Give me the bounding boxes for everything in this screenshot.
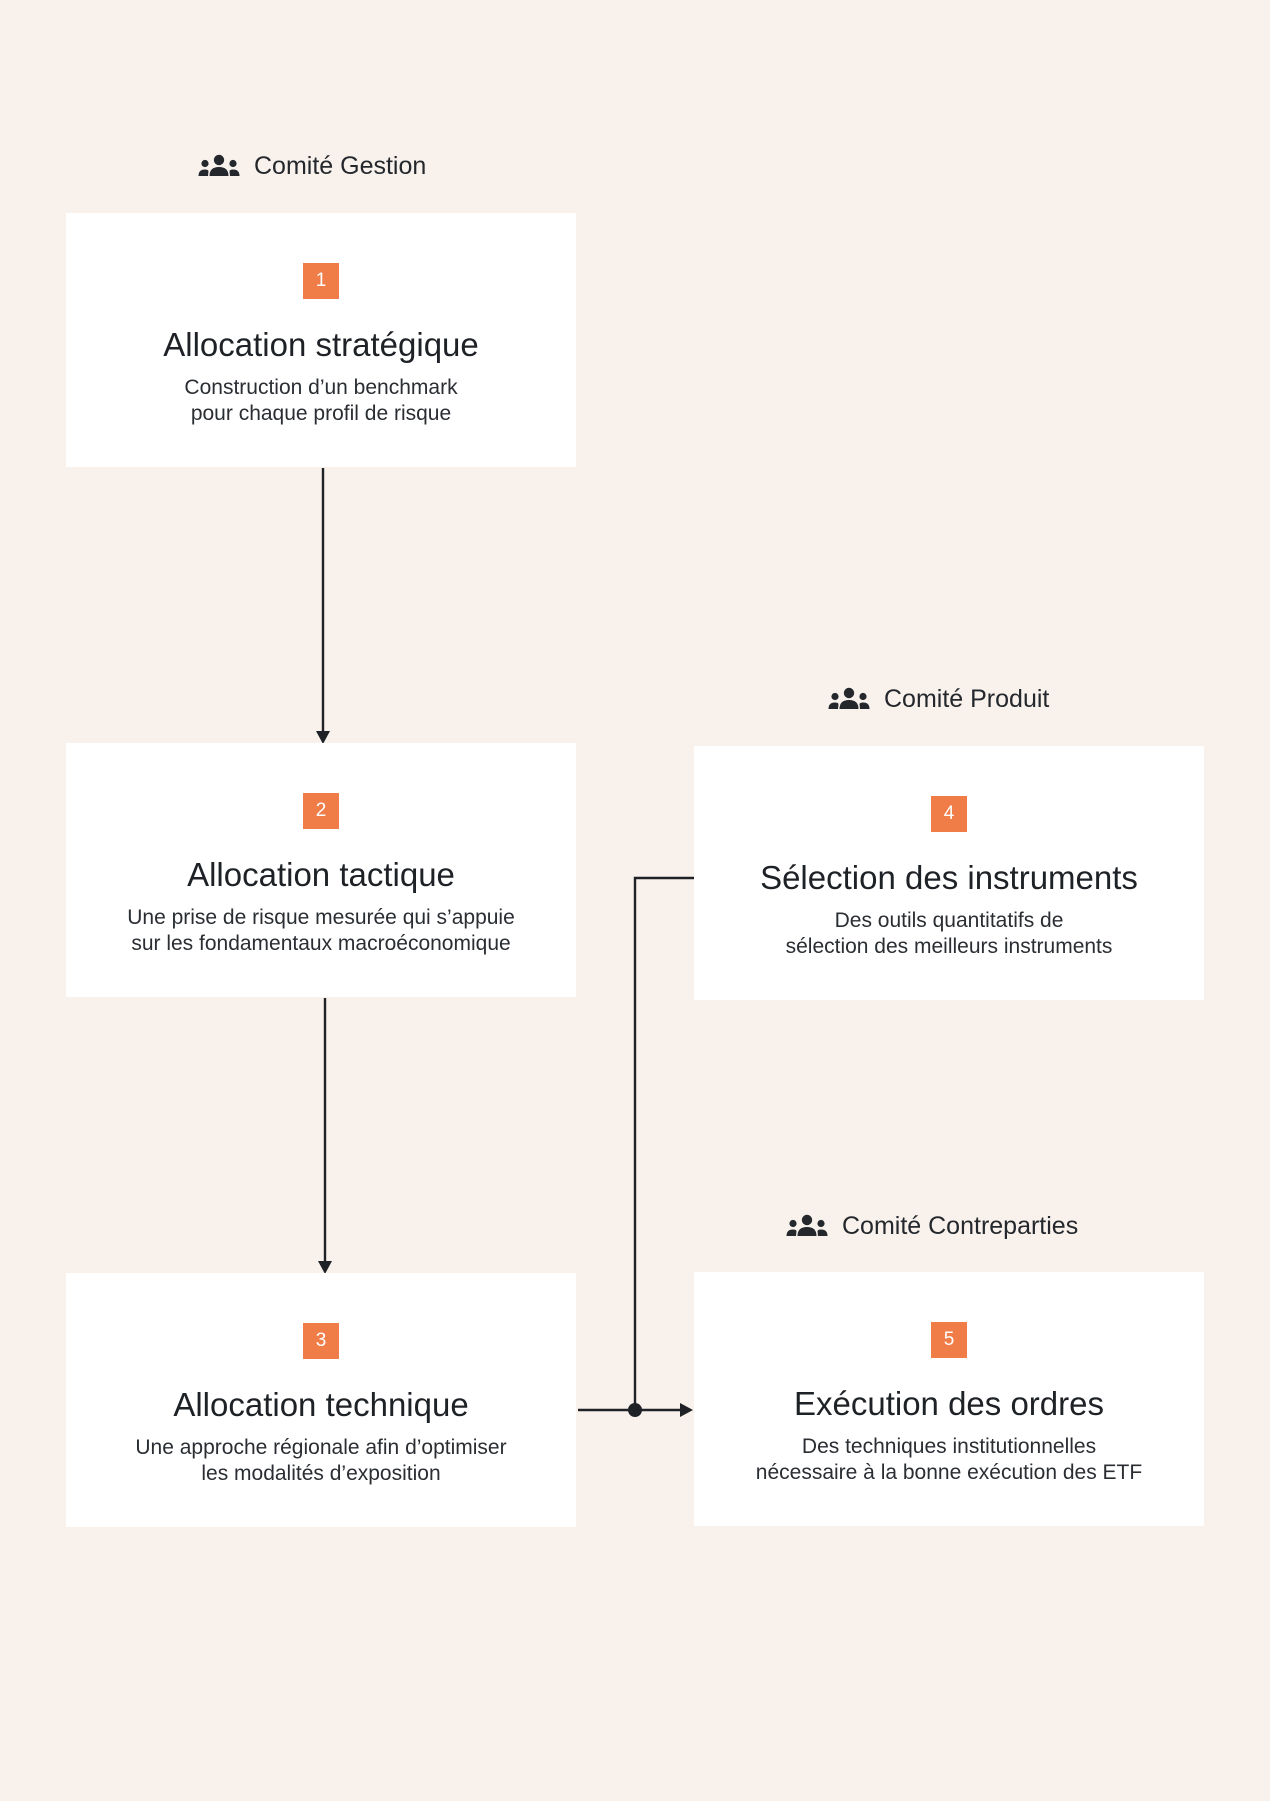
arrowhead-to-5: [680, 1403, 693, 1417]
step-description-line: sur les fondamentaux macroéconomique: [131, 932, 511, 955]
step-description-line: nécessaire à la bonne exécution des ETF: [755, 1461, 1143, 1484]
step-number-badge: 3: [303, 1323, 339, 1359]
committee-contreparties-label: [786, 1206, 1078, 1246]
step-card-selection-instruments: [694, 746, 1204, 1000]
step-number-badge: 4: [931, 796, 967, 832]
step-description-line: sélection des meilleurs instruments: [785, 935, 1113, 958]
committee-produit-text: Comité Produit: [884, 684, 1050, 713]
step-card-allocation-strategique: [66, 213, 576, 467]
step-description-line: Des outils quantitatifs de: [834, 909, 1064, 932]
committee-contreparties-text: Comité Contreparties: [842, 1211, 1079, 1240]
junction-dot: [628, 1403, 642, 1417]
step-description-line: pour chaque profil de risque: [190, 402, 452, 425]
step-description-line: Une approche régionale afin d’optimiser: [135, 1436, 507, 1459]
step-card-allocation-technique: [66, 1273, 576, 1527]
step-description-line: Une prise de risque mesurée qui s’appuie: [127, 906, 515, 929]
committee-produit-label: [828, 679, 1049, 719]
step-card-execution-ordres: [694, 1272, 1204, 1526]
step-number-badge: 1: [303, 263, 339, 299]
group-icon: [786, 1214, 828, 1238]
step-description: [76, 1435, 566, 1487]
step-description-line: Construction d’un benchmark: [184, 376, 458, 399]
step-description: [76, 375, 566, 427]
step-description-line: Des techniques institutionnelles: [801, 1435, 1097, 1458]
committee-gestion-label: [198, 146, 426, 186]
group-icon: [198, 154, 240, 178]
step-number-badge: 2: [303, 793, 339, 829]
group-icon: [828, 687, 870, 711]
step-title: Allocation tactique: [187, 856, 455, 893]
step-title: Allocation technique: [173, 1386, 469, 1423]
committee-gestion-text: Comité Gestion: [254, 151, 427, 180]
connector-4-to-junction: [635, 878, 694, 1410]
step-description: [76, 905, 566, 957]
step-number-badge: 5: [931, 1322, 967, 1358]
step-card-allocation-tactique: [66, 743, 576, 997]
step-description: [704, 908, 1194, 960]
step-title: Allocation stratégique: [163, 326, 479, 363]
step-description-line: les modalités d’exposition: [201, 1462, 441, 1485]
step-description: [704, 1434, 1194, 1486]
step-title: Sélection des instruments: [760, 859, 1138, 896]
step-title: Exécution des ordres: [793, 1385, 1104, 1422]
